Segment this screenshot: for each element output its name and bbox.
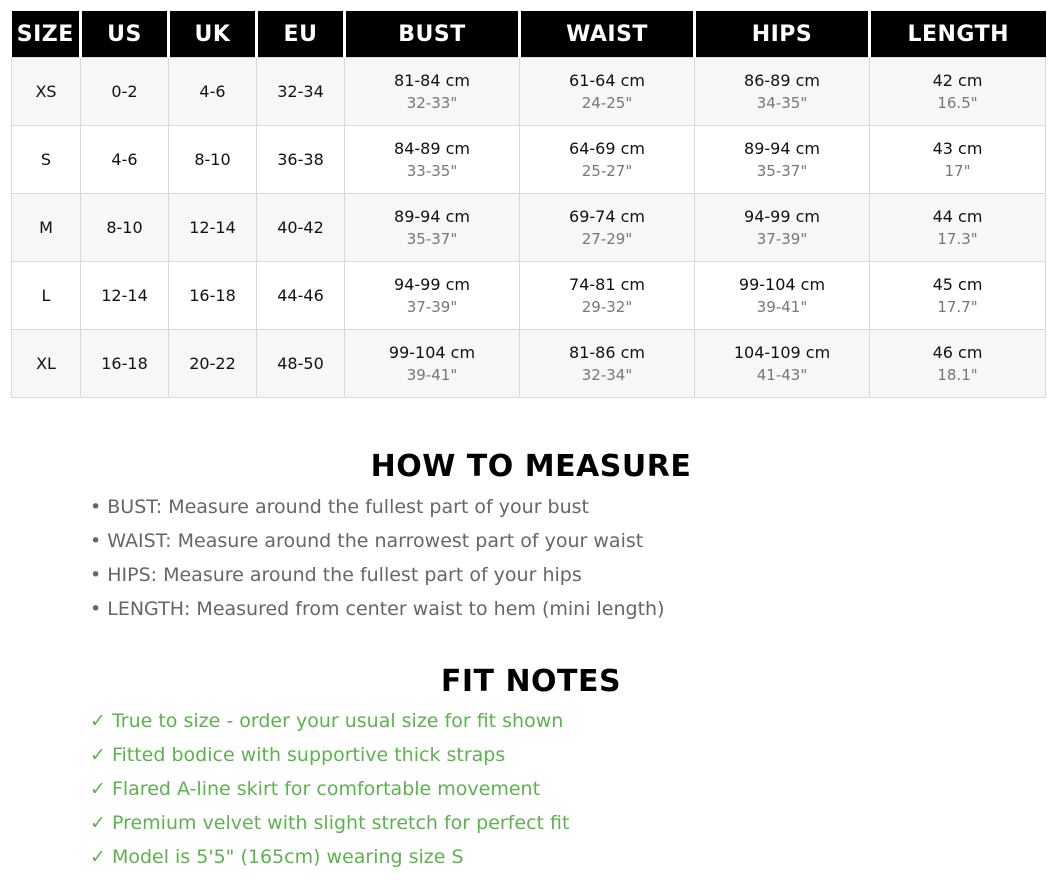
- waist-cm: 64-69 cm: [569, 138, 645, 158]
- table-row: [12, 262, 1046, 330]
- waist-cm: 74-81 cm: [569, 274, 645, 294]
- cell-length: [870, 330, 1046, 398]
- table-row: [12, 330, 1046, 398]
- cell-us: 0-2: [81, 58, 169, 126]
- cell-us: 12-14: [81, 262, 169, 330]
- cell-waist: [520, 194, 695, 262]
- length-cm: 44 cm: [932, 206, 983, 226]
- cell-us: 4-6: [81, 126, 169, 194]
- table-row: [12, 58, 1046, 126]
- bust-cm: 94-99 cm: [394, 274, 470, 294]
- waist-inches: 29-32": [581, 297, 633, 316]
- fit-notes-list: [90, 704, 569, 874]
- cell-eu: 44-46: [257, 262, 345, 330]
- list-item: ✓ Flared A-line skirt for comfortable movement: [90, 778, 541, 800]
- how-to-measure-title: HOW TO MEASURE: [370, 449, 692, 484]
- hips-cm: 104-109 cm: [733, 342, 831, 362]
- waist-inches: 32-34": [581, 365, 633, 384]
- list-item: • HIPS: Measure around the fullest part of your hips: [90, 564, 582, 586]
- cell-eu: 48-50: [257, 330, 345, 398]
- header-bust: BUST: [345, 11, 520, 58]
- fit-notes-title: FIT NOTES: [440, 664, 622, 699]
- cell-bust: [345, 262, 520, 330]
- cell-hips: [695, 58, 870, 126]
- waist-cm: 69-74 cm: [569, 206, 645, 226]
- cell-hips: [695, 126, 870, 194]
- header-waist: WAIST: [520, 11, 695, 58]
- cell-size: L: [12, 262, 81, 330]
- cell-hips: [695, 262, 870, 330]
- bust-cm: 84-89 cm: [394, 138, 470, 158]
- cell-eu: 36-38: [257, 126, 345, 194]
- length-inches: 17.7": [937, 297, 978, 316]
- cell-waist: [520, 262, 695, 330]
- waist-inches: 25-27": [581, 161, 633, 180]
- length-cm: 45 cm: [932, 274, 983, 294]
- bust-inches: 35-37": [406, 229, 458, 248]
- bust-inches: 37-39": [406, 297, 458, 316]
- cell-uk: 8-10: [169, 126, 257, 194]
- cell-length: [870, 126, 1046, 194]
- waist-inches: 27-29": [581, 229, 633, 248]
- cell-hips: [695, 330, 870, 398]
- size-chart-table: [11, 11, 1046, 398]
- bust-cm: 99-104 cm: [388, 342, 476, 362]
- list-item: ✓ Fitted bodice with supportive thick straps: [90, 744, 506, 766]
- cell-length: [870, 194, 1046, 262]
- list-item: • WAIST: Measure around the narrowest part of your waist: [90, 530, 644, 552]
- hips-cm: 89-94 cm: [744, 138, 820, 158]
- cell-length: [870, 262, 1046, 330]
- length-cm: 42 cm: [932, 70, 983, 90]
- cell-uk: 16-18: [169, 262, 257, 330]
- length-inches: 18.1": [937, 365, 978, 384]
- cell-bust: [345, 194, 520, 262]
- cell-waist: [520, 330, 695, 398]
- header-uk: UK: [169, 11, 257, 58]
- list-item: ✓ Premium velvet with slight stretch for perfect fit: [90, 812, 570, 834]
- cell-eu: 40-42: [257, 194, 345, 262]
- bust-inches: 33-35": [406, 161, 458, 180]
- length-cm: 43 cm: [932, 138, 983, 158]
- cell-size: XS: [12, 58, 81, 126]
- list-item: ✓ Model is 5'5" (165cm) wearing size S: [90, 846, 464, 868]
- cell-size: M: [12, 194, 81, 262]
- waist-inches: 24-25": [581, 93, 633, 112]
- hips-inches: 35-37": [756, 161, 808, 180]
- cell-eu: 32-34: [257, 58, 345, 126]
- bust-cm: 89-94 cm: [394, 206, 470, 226]
- waist-cm: 81-86 cm: [569, 342, 645, 362]
- header-size: SIZE: [12, 11, 81, 58]
- table-header-row: [12, 11, 1046, 58]
- cell-size: S: [12, 126, 81, 194]
- list-item: • LENGTH: Measured from center waist to hem (mini length): [90, 598, 665, 620]
- table-row: [12, 194, 1046, 262]
- bust-inches: 39-41": [406, 365, 458, 384]
- bust-cm: 81-84 cm: [394, 70, 470, 90]
- cell-us: 16-18: [81, 330, 169, 398]
- cell-hips: [695, 194, 870, 262]
- table-row: [12, 126, 1046, 194]
- cell-bust: [345, 126, 520, 194]
- how-to-measure-list: [90, 490, 664, 626]
- cell-waist: [520, 58, 695, 126]
- cell-length: [870, 58, 1046, 126]
- list-item: • BUST: Measure around the fullest part of your bust: [90, 496, 590, 518]
- hips-cm: 99-104 cm: [738, 274, 826, 294]
- cell-us: 8-10: [81, 194, 169, 262]
- hips-inches: 34-35": [756, 93, 808, 112]
- length-inches: 17.3": [937, 229, 978, 248]
- cell-uk: 12-14: [169, 194, 257, 262]
- length-inches: 17": [944, 161, 971, 180]
- cell-uk: 4-6: [169, 58, 257, 126]
- length-inches: 16.5": [937, 93, 978, 112]
- header-eu: EU: [257, 11, 345, 58]
- cell-size: XL: [12, 330, 81, 398]
- hips-inches: 39-41": [756, 297, 808, 316]
- hips-cm: 86-89 cm: [744, 70, 820, 90]
- header-us: US: [81, 11, 169, 58]
- hips-cm: 94-99 cm: [744, 206, 820, 226]
- list-item: ✓ True to size - order your usual size for fit shown: [90, 710, 564, 732]
- bust-inches: 32-33": [406, 93, 458, 112]
- length-cm: 46 cm: [932, 342, 983, 362]
- hips-inches: 41-43": [756, 365, 808, 384]
- cell-bust: [345, 330, 520, 398]
- header-length: LENGTH: [870, 11, 1046, 58]
- cell-uk: 20-22: [169, 330, 257, 398]
- header-hips: HIPS: [695, 11, 870, 58]
- cell-bust: [345, 58, 520, 126]
- cell-waist: [520, 126, 695, 194]
- hips-inches: 37-39": [756, 229, 808, 248]
- waist-cm: 61-64 cm: [569, 70, 645, 90]
